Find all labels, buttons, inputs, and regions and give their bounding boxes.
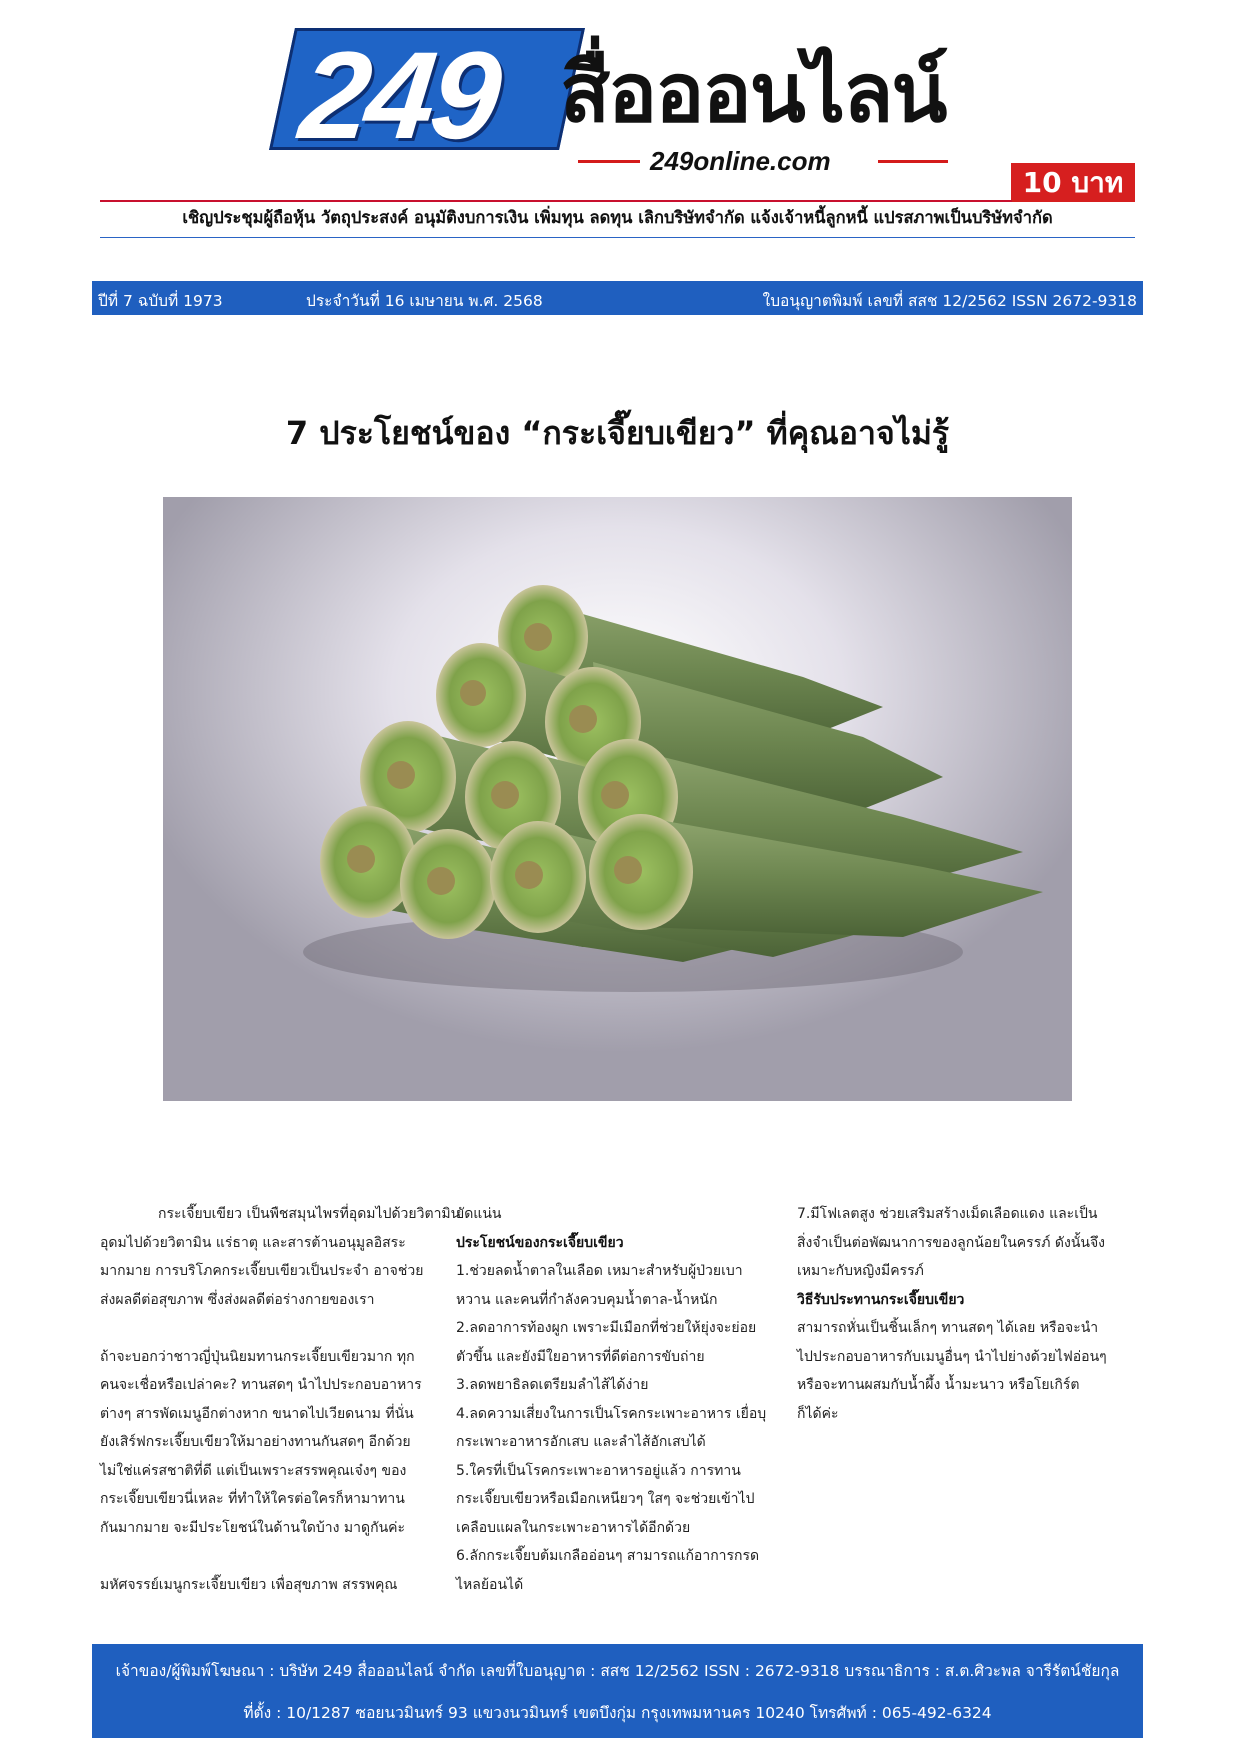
article-line: ยังเสิร์ฟกระเจี๊ยบเขียวให้มาอย่างทานกันสดๆ อีกด้วย — [100, 1434, 411, 1450]
article-line: เหมาะกับหญิงมีครรภ์ — [797, 1263, 924, 1279]
footer-address: ที่ตั้ง : 10/1287 ซอยนวมินทร์ 93 แขวงนวมินทร์ เขตบึงกุ่ม กรุงเทพมหานคร 10240 โทรศัพท์ : 065-492-6324 — [243, 1704, 992, 1722]
article-line: กระเจี๊ยบเขียวนี่เหละ ที่ทำให้ใครต่อใครก็หามาทาน — [100, 1491, 405, 1507]
benefits-heading: ประโยชน์ของกระเจี๊ยบเขียว — [456, 1234, 624, 1251]
article-line: กระเพาะอาหารอักเสบ และลำไส้อักเสบได้ — [456, 1434, 706, 1450]
article-line: สิ่งจำเป็นต่อพัฒนาการของลูกน้อยในครรภ์ ดังนั้นจึง — [797, 1234, 1105, 1251]
logo-url-rule-right — [878, 160, 948, 163]
article-line: ไหลย้อนได้ — [456, 1576, 524, 1593]
article-line: ยัดแน่น — [456, 1206, 502, 1222]
article-column-1 — [100, 1200, 461, 1599]
article-line: มากมาย การบริโภคกระเจี๊ยบเขียวเป็นประจำ อาจช่วย — [100, 1263, 424, 1279]
footer-bar — [92, 1644, 1143, 1738]
issue-number: ปีที่ 7 ฉบับที่ 1973 — [98, 292, 223, 310]
article-line: 2.ลดอาการท้องผูก เพราะมีเมือกที่ช่วยให้ยุ่งจะย่อย — [456, 1320, 757, 1336]
article-line: มหัศจรรย์เมนูกระเจี๊ยบเขียว เพื่อสุขภาพ สรรพคุณ — [100, 1576, 398, 1593]
services-line: เชิญประชุมผู้ถือหุ้น วัตถุประสงค์ อนุมัติงบการเงิน เพิ่มทุน ลดทุน เลิกบริษัทจำกัด แจ้งเจ้าหนี้ลูกหนี้ แปรสภาพเป็นบริษัทจำกัด — [182, 208, 1053, 227]
article-line: ไม่ใช่แค่รสชาติที่ดี แต่เป็นเพราะสรรพคุณเจ๋งๆ ของ — [100, 1462, 407, 1479]
article-line: ก็ได้ค่ะ — [797, 1405, 839, 1422]
article-line — [100, 1542, 440, 1571]
article-line: กระเจี๊ยบเขียว เป็นพืชสมุนไพรที่อุดมไปด้วยวิตามิน — [158, 1206, 461, 1222]
article-line: ส่งผลดีต่อสุขภาพ ซึ่งส่งผลดีต่อร่างกายของเรา — [100, 1291, 375, 1308]
issue-bar — [92, 281, 1143, 315]
footer-owner: เจ้าของ/ผู้พิมพ์โฆษณา : บริษัท 249 สื่อออนไลน์ จำกัด เลขที่ใบอนุญาต : สสช 12/2562 ISSN : 2672-9318 บรรณาธิการ : ส.ต.ศิวะพล จารีรัตน์ชัยกุล — [115, 1662, 1120, 1680]
masthead-red-rule — [100, 200, 1012, 202]
article-line: ต่างๆ สารพัดเมนูอีกต่างหาก ขนาดไปเวียดนาม ที่นั่น — [100, 1405, 414, 1422]
article-headline: 7 ประโยชน์ของ “กระเจี๊ยบเขียว” ที่คุณอาจไม่รู้ — [285, 414, 950, 452]
article-line: เคลือบแผลในกระเพาะอาหารได้อีกด้วย — [456, 1519, 691, 1536]
article-line: อุดมไปด้วยวิตามิน แร่ธาตุ และสารต้านอนุมูลอิสระ — [100, 1234, 406, 1251]
article-column-2 — [456, 1200, 786, 1599]
issue-date: ประจำวันที่ 16 เมษายน พ.ศ. 2568 — [306, 292, 543, 310]
article-column-3 — [797, 1200, 1127, 1428]
article-line: หวาน และคนที่กำลังควบคุมน้ำตาล-น้ำหนัก — [456, 1291, 718, 1308]
logo-thai-text: สื่อออนไลน์ — [560, 46, 946, 141]
okra-photo — [163, 497, 1072, 1101]
article-line: 6.ลักกระเจี๊ยบต้มเกลืออ่อนๆ สามารถแก้อาการกรด — [456, 1548, 760, 1564]
article-line: สามารถหั่นเป็นชิ้นเล็กๆ ทานสดๆ ได้เลย หรือจะนำ — [797, 1320, 1099, 1336]
website-url: 249online.com — [650, 146, 831, 176]
article-line: ไปประกอบอาหารกับเมนูอื่นๆ นำไปย่างด้วยไฟอ่อนๆ — [797, 1348, 1107, 1365]
article-line: 3.ลดพยาธิลดเตรียมลำไส้ได้ง่าย — [456, 1377, 649, 1393]
article-line: ตัวขึ้น และยังมีใยอาหารที่ดีต่อการขับถ่าย — [456, 1348, 705, 1365]
logo-url-rule-left — [578, 160, 640, 163]
article-line: 7.มีโฟเลตสูง ช่วยเสริมสร้างเม็ดเลือดแดง และเป็น — [797, 1206, 1098, 1222]
article-line: ถ้าจะบอกว่าชาวญี่ปุ่นนิยมทานกระเจี๊ยบเขียวมาก ทุก — [100, 1348, 415, 1365]
article-line: 5.ใครที่เป็นโรคกระเพาะอาหารอยู่แล้ว การทาน — [456, 1462, 741, 1479]
logo-number: 249 — [294, 27, 504, 165]
article-line: 4.ลดความเสี่ยงในการเป็นโรคกระเพาะอาหาร เยื่อบุ — [456, 1405, 767, 1422]
price-badge: 10 บาท — [1011, 163, 1135, 202]
article-line: 1.ช่วยลดน้ำตาลในเลือด เหมาะสำหรับผู้ป่วยเบา — [456, 1263, 743, 1279]
article-line: หรือจะทานผสมกับน้ำผึ้ง น้ำมะนาว หรือโยเกิร์ต — [797, 1377, 1080, 1393]
logo-249-block — [269, 27, 585, 165]
article-line — [100, 1314, 440, 1343]
masthead-blue-rule — [100, 237, 1135, 238]
issue-license: ใบอนุญาตพิมพ์ เลขที่ สสช 12/2562 ISSN 2672-9318 — [762, 292, 1137, 310]
okra-illustration — [163, 497, 1072, 1101]
article-line: คนจะเชื่อหรือเปล่าคะ? ทานสดๆ นำไปประกอบอาหาร — [100, 1377, 422, 1393]
article-line: กันมากมาย จะมีประโยชน์ในด้านใดบ้าง มาดูกันค่ะ — [100, 1519, 406, 1536]
how-to-eat-heading: วิธีรับประทานกระเจี๊ยบเขียว — [797, 1291, 965, 1308]
article-line: กระเจี๊ยบเขียวหรือเมือกเหนียวๆ ใสๆ จะช่วยเข้าไป — [456, 1491, 755, 1507]
